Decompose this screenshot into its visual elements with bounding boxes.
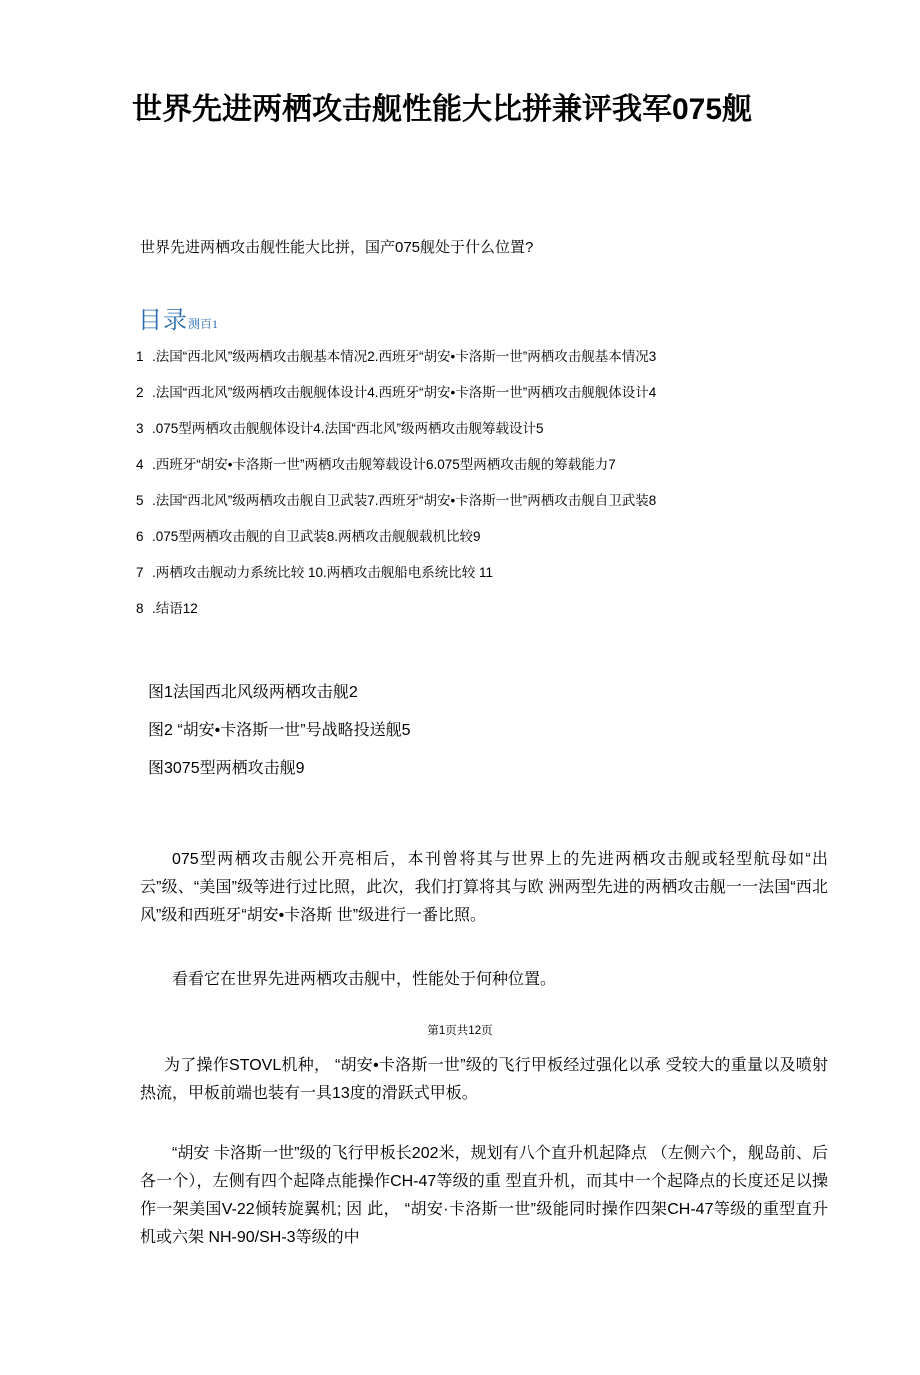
- body-paragraph: 看看它在世界先进两栖攻击舰中，性能处于何种位置。: [172, 971, 557, 988]
- document-subtitle: 世界先进两栖攻击舰性能大比拼，国产075舰处于什么位置?: [140, 239, 534, 256]
- body-paragraph: 为了操作STOVL机种， “胡安•卡洛斯一世”级的飞行甲板经过强化以承 受较大的重量以及喷射热流，甲板前端也装有一具13度的滑跃式甲板。: [140, 1057, 828, 1102]
- page-title: 世界先进两栖攻击舰性能大比拼兼评我军075舰: [132, 93, 753, 126]
- toc-entry-number: 3: [136, 421, 144, 436]
- toc-entry-number: 1: [136, 349, 144, 364]
- toc-heading-text: 目录: [138, 308, 188, 334]
- body-paragraph: 075型两栖攻击舰公开亮相后，本刊曾将其与世界上的先进两栖攻击舰或轻型航母如“出云”级、“美国”级等进行过比照，此次，我们打算将其与欧 洲两型先进的两栖攻击舰一一法国“西北风”级和西班牙“胡安•卡洛斯 世”级进行一番比照。: [140, 851, 828, 924]
- toc-entry-number: 7: [136, 565, 144, 580]
- figure-list: [140, 682, 840, 796]
- toc-entry[interactable]: [136, 528, 836, 546]
- toc-entry-label: .两栖攻击舰动力系统比较 10.两栖攻击舰船电系统比较 11: [152, 565, 494, 580]
- figure-entry[interactable]: 图2 “胡安•卡洛斯一世”号战略投送舰5: [148, 722, 411, 739]
- toc-heading: [138, 300, 218, 335]
- toc-entry[interactable]: [136, 492, 836, 510]
- figure-entry[interactable]: 图3075型两栖攻击舰9: [148, 760, 305, 777]
- toc-entry-label: .西班牙“胡安•卡洛斯一世”两栖攻击舰筹载设计6.075型两栖攻击舰的筹载能力7: [152, 457, 616, 472]
- toc-entry-number: 5: [136, 493, 144, 508]
- toc-entry[interactable]: [136, 456, 836, 474]
- figure-entry[interactable]: 图1法国西北风级两栖攻击舰2: [148, 684, 358, 701]
- toc-entry[interactable]: [136, 348, 836, 366]
- toc-entry-number: 8: [136, 601, 144, 616]
- toc-entry[interactable]: [136, 420, 836, 438]
- body-paragraph: “胡安 卡洛斯一世”级的飞行甲板长202米，规划有八个直升机起降点 （左侧六个，舰岛前、后各一个），左侧有四个起降点能操作CH-47等级的重 型直升机，而其中一个起降点的长度还足以操作一架美国V-22倾转旋翼机; 因 此， “胡安·卡洛斯一世”级能同时操作四架CH-47等级的重型直升机或六架 NH-90/SH-3等级的中: [140, 1145, 828, 1246]
- toc-list: [136, 348, 836, 636]
- toc-entry[interactable]: [136, 384, 836, 402]
- toc-entry[interactable]: [136, 564, 836, 582]
- toc-entry-label: .法国“西北风”级两栖攻击舰基本情况2.西班牙“胡安•卡洛斯一世”两栖攻击舰基本情况3: [152, 349, 657, 364]
- toc-entry[interactable]: [136, 600, 836, 618]
- page-footer: 第1页共12页: [427, 1025, 493, 1037]
- toc-entry-label: .075型两栖攻击舰舰体设计4.法国“西北风”级两栖攻击舰筹载设计5: [152, 421, 544, 436]
- toc-entry-label: .075型两栖攻击舰的自卫武装8.两栖攻击舰舰载机比较9: [152, 529, 481, 544]
- toc-heading-suffix: 测百1: [188, 317, 219, 331]
- toc-entry-number: 4: [136, 457, 144, 472]
- toc-entry-label: .结语12: [152, 601, 198, 616]
- toc-entry-number: 6: [136, 529, 144, 544]
- toc-entry-label: .法国“西北风”级两栖攻击舰舰体设计4.西班牙“胡安•卡洛斯一世”两栖攻击舰舰体设计4: [152, 385, 657, 400]
- toc-entry-number: 2: [136, 385, 144, 400]
- toc-entry-label: .法国“西北风”级两栖攻击舰自卫武装7.西班牙“胡安•卡洛斯一世”两栖攻击舰自卫武装8: [152, 493, 657, 508]
